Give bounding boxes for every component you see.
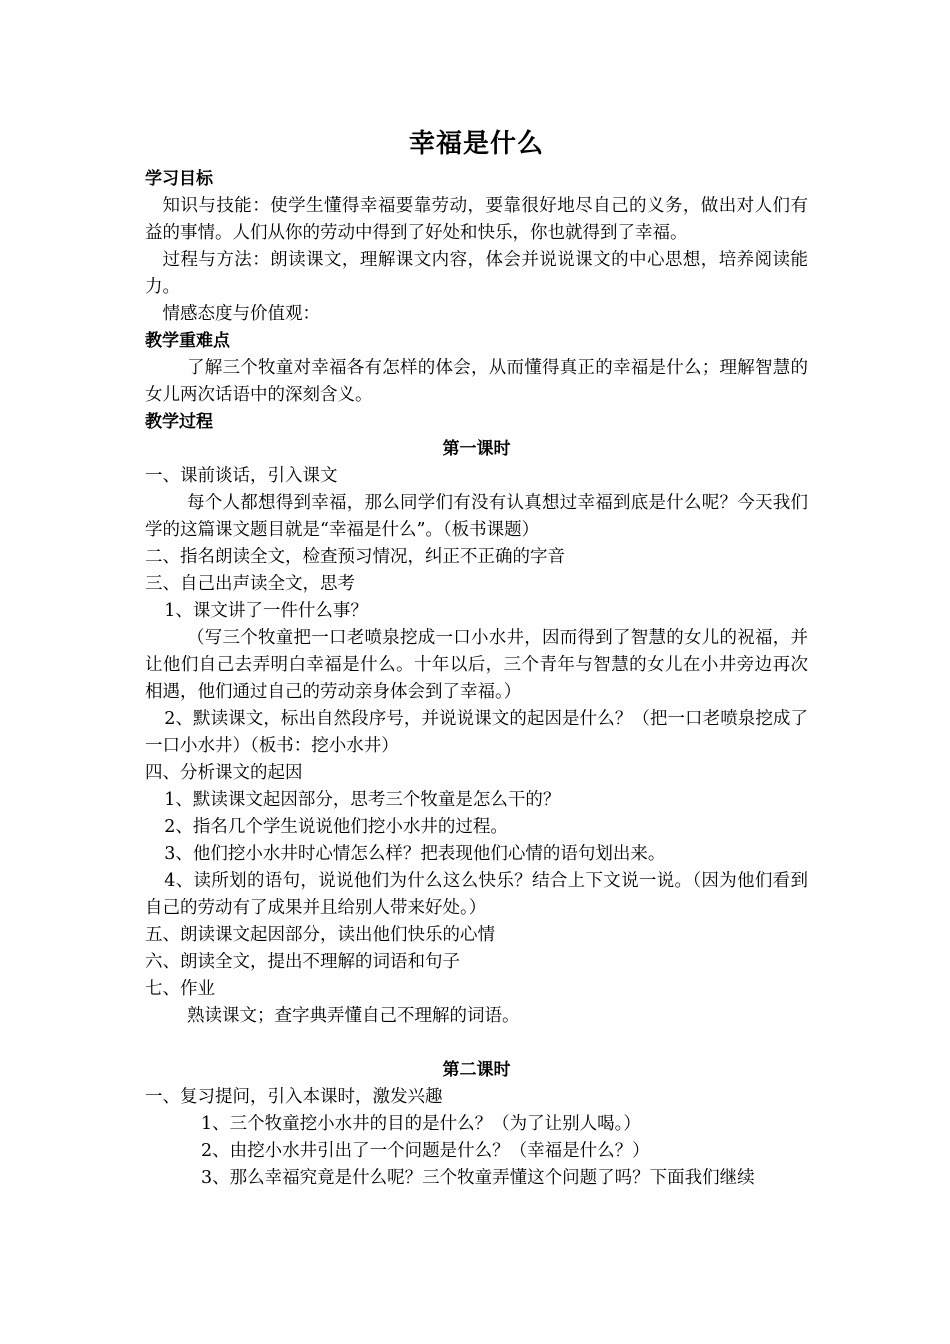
lesson1-step4-q1: 1、默读课文起因部分，思考三个牧童是怎么干的？	[164, 790, 561, 810]
goal-knowledge: 知识与技能：使学生懂得幸福要靠劳动，要靠很好地尽自己的义务，做出对人们有益的事情。人们从你的劳动中得到了好处和快乐，你也就得到了幸福。	[145, 196, 808, 243]
lesson2-heading: 第二课时	[442, 1060, 511, 1080]
lesson1-step6: 六、朗读全文，提出不理解的词语和句子	[145, 952, 460, 972]
lesson1-step4-q4: 4、读所划的语句，说说他们为什么这么快乐？结合上下文说一说。（因为他们看到自己的劳动有了成果并且给别人带来好处。）	[145, 871, 808, 918]
lesson1-step1: 一、课前谈话，引入课文	[145, 466, 338, 486]
lesson1-step3-q1: 1、课文讲了一件什么事？	[164, 601, 368, 621]
goal-emotion: 情感态度与价值观：	[162, 304, 320, 324]
lesson1-step4-q3: 3、他们挖小水井时心情怎么样？把表现他们心情的语句划出来。	[164, 844, 666, 864]
document-body	[145, 124, 808, 1192]
goals-heading: 学习目标	[145, 169, 213, 189]
lesson1-step4: 四、分析课文的起因	[145, 763, 303, 783]
key-points-heading: 教学重难点	[145, 331, 230, 351]
lesson1-step3: 三、自己出声读全文，思考	[145, 574, 355, 594]
lesson1-step7-text: 熟读课文；查字典弄懂自己不理解的词语。	[187, 1006, 520, 1026]
page-title: 幸福是什么	[408, 129, 544, 159]
key-points-text: 了解三个牧童对幸福各有怎样的体会，从而懂得真正的幸福是什么；理解智慧的女儿两次话语中的深刻含义。	[145, 358, 808, 405]
process-heading: 教学过程	[145, 412, 213, 432]
spacer	[145, 1030, 808, 1057]
lesson1-heading: 第一课时	[442, 439, 511, 459]
lesson2-q3: 3、那么幸福究竟是什么呢？三个牧童弄懂这个问题了吗？下面我们继续	[201, 1168, 755, 1188]
lesson2-step1: 一、复习提问，引入本课时，激发兴趣	[145, 1087, 443, 1107]
lesson2-q1: 1、三个牧童挖小水井的目的是什么？（为了让别人喝。）	[201, 1114, 641, 1134]
lesson1-step4-q2: 2、指名几个学生说说他们挖小水井的过程。	[164, 817, 508, 837]
lesson1-step2: 二、指名朗读全文，检查预习情况，纠正不正确的字音	[145, 547, 565, 567]
goal-process: 过程与方法：朗读课文，理解课文内容，体会并说说课文的中心思想，培养阅读能力。	[145, 250, 808, 297]
lesson1-step5: 五、朗读课文起因部分，读出他们快乐的心情	[145, 925, 495, 945]
lesson2-q2: 2、由挖小水井引出了一个问题是什么？（幸福是什么？）	[201, 1141, 650, 1161]
lesson1-step3-a1: （写三个牧童把一口老喷泉挖成一口小水井，因而得到了智慧的女儿的祝福，并让他们自己去弄明白幸福是什么。十年以后，三个青年与智慧的女儿在小井旁边再次相遇，他们通过自己的劳动亲身体会到了幸福。）	[145, 628, 808, 702]
lesson1-step3-q2: 2、默读课文，标出自然段序号，并说说课文的起因是什么？（把一口老喷泉挖成了一口小水井）（板书：挖小水井）	[145, 709, 808, 756]
lesson1-step7: 七、作业	[145, 979, 215, 999]
lesson1-step1-text: 每个人都想得到幸福，那么同学们有没有认真想过幸福到底是什么呢？今天我们学的这篇课文题目就是“幸福是什么”。（板书课题）	[145, 493, 808, 540]
